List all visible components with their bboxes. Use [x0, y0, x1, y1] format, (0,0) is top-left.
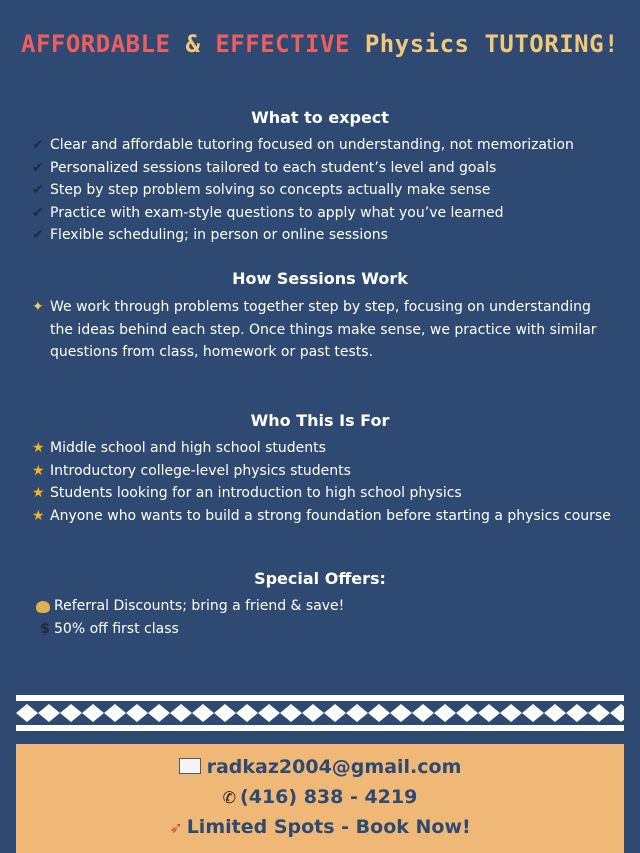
cta-line [16, 816, 624, 838]
list-item: ✔ Practice with exam-style questions to apply what you’ve learned [32, 202, 574, 225]
book-now-cta[interactable]: Limited Spots - Book Now! [186, 816, 471, 838]
expect-list [32, 134, 574, 247]
offers-heading: Special Offers: [254, 569, 386, 588]
list-item: ✔ Clear and affordable tutoring focused on understanding, not memorization [32, 134, 574, 157]
list-item: ★ Introductory college-level physics students [32, 460, 611, 483]
dollar-icon: $ [40, 620, 50, 637]
list-item: ✔ Step by step problem solving so concepts actually make sense [32, 179, 574, 202]
sparkle-icon: ✦ [32, 299, 44, 315]
sessions-description: ✦ We work through problems together step by step, focusing on understanding the ideas behind each step. Once things make sense, we practice with similar questions from class, homework or past tests. [32, 296, 612, 364]
phone-line [16, 786, 624, 808]
offers-list [36, 595, 344, 640]
list-item: $ 50% off first class [36, 618, 344, 641]
decorative-diamond-band [16, 695, 624, 731]
title-part-physics: Physics TUTORING! [364, 30, 619, 58]
contact-panel [16, 744, 624, 853]
phone-link[interactable]: (416) 838 - 4219 [240, 786, 418, 808]
audience-list [32, 437, 611, 527]
page-title [0, 30, 640, 58]
star-icon: ★ [32, 462, 45, 479]
list-item: ★ Middle school and high school students [32, 437, 611, 460]
checkmark-icon: ✔ [32, 227, 44, 243]
list-item: ✔ Flexible scheduling; in person or online sessions [32, 224, 574, 247]
money-bag-icon [36, 601, 50, 613]
list-item: ✔ Personalized sessions tailored to each student’s level and goals [32, 157, 574, 180]
title-part-affordable: AFFORDABLE [21, 30, 171, 58]
checkmark-icon: ✔ [32, 204, 44, 221]
title-part-effective: EFFECTIVE [215, 30, 350, 58]
title-ampersand: & [185, 30, 201, 58]
checkmark-icon: ✔ [32, 137, 44, 153]
star-icon: ★ [32, 440, 45, 456]
phone-icon: ✆ [222, 788, 237, 807]
list-item: ★ Students looking for an introduction to high school physics [32, 482, 611, 505]
email-link[interactable]: radkaz2004@gmail.com [206, 756, 462, 778]
checkmark-icon: ✔ [32, 159, 44, 176]
star-icon: ★ [32, 507, 45, 524]
sessions-heading: How Sessions Work [232, 269, 408, 288]
email-line [16, 756, 624, 778]
list-item: Referral Discounts; bring a friend & save! [36, 595, 344, 618]
audience-heading: Who This Is For [250, 411, 390, 430]
list-item: ★ Anyone who wants to build a strong foundation before starting a physics course [32, 505, 611, 528]
envelope-icon [179, 758, 201, 774]
checkmark-icon: ✔ [32, 182, 44, 198]
star-icon: ★ [32, 485, 45, 501]
diamond-pattern [16, 695, 624, 731]
rocket-icon: ➶ [169, 818, 183, 837]
expect-heading: What to expect [251, 108, 389, 127]
